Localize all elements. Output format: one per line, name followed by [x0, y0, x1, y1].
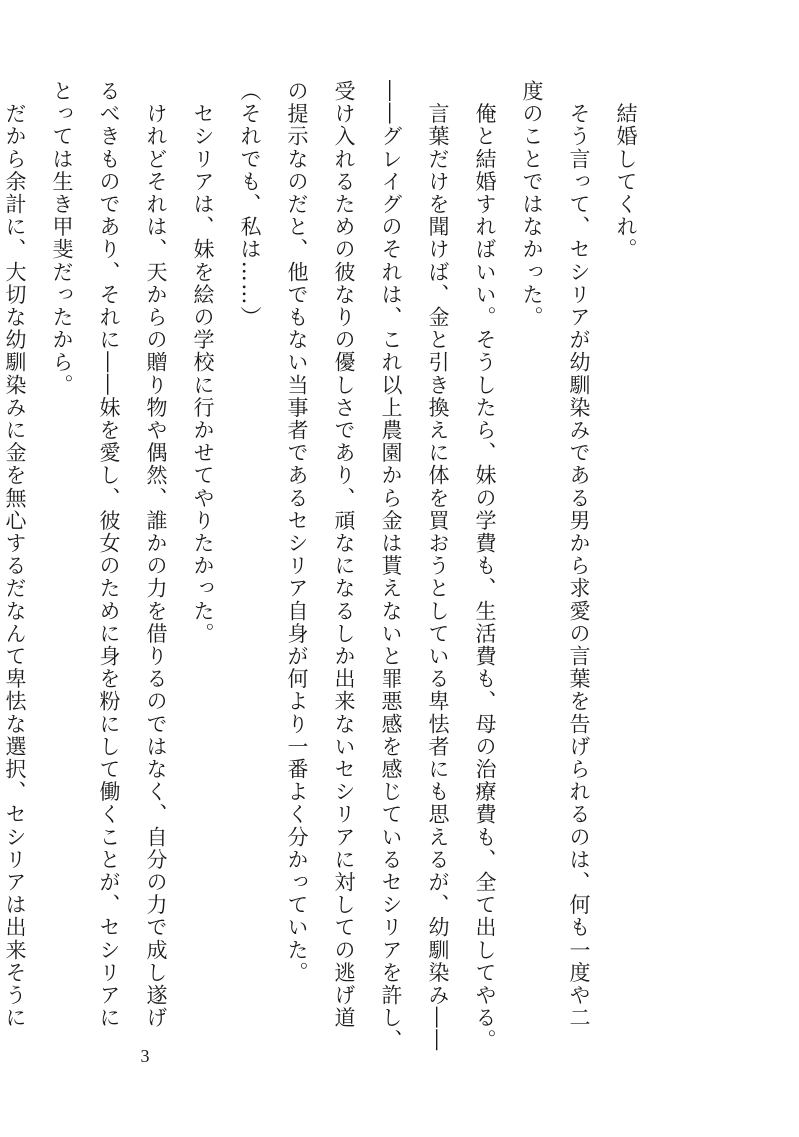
text-line: の提示なのだと、他でもない当事者であるセシリア自身が何より一番よく分かっていた。	[285, 80, 309, 984]
vertical-text-block	[3, 80, 649, 1052]
text-line: 受け入れるための彼なりの優しさであり、頑なになるしか出来ないセシリアに対しての逃げ道	[332, 80, 356, 1030]
text-line: そう言って、セシリアが幼馴染みである男から求愛の言葉を告げられるのは、何も一度や二	[567, 80, 591, 1030]
text-line: ――グレイグのそれは、これ以上農園から金は貰えないと罪悪感を感じているセシリアを許し、	[379, 80, 403, 1052]
text-line: 言葉だけを聞けば、金と引き換えに体を買おうとしている卑怯者にも思えるが、幼馴染み――	[426, 80, 450, 1052]
text-line: （それでも、私は……）	[238, 80, 262, 329]
text-line: 俺と結婚すればいい。そうしたら、妹の学費も、生活費も、母の治療費も、全て出してやる。	[473, 80, 497, 1052]
text-line: 結婚してくれ。	[614, 80, 638, 261]
text-line: 度のことではなかった。	[520, 80, 544, 329]
text-line: セシリアは、妹を絵の学校に行かせてやりたかった。	[191, 80, 215, 645]
text-line: けれどそれは、天からの贈り物や偶然、誰かの力を借りるのではなく、自分の力で成し遂げ	[144, 80, 168, 1030]
text-line: だから余計に、大切な幼馴染みに金を無心するだなんて卑怯な選択、セシリアは出来そうに	[3, 80, 27, 1030]
page-number: 3	[140, 1046, 150, 1066]
text-line: とっては生き甲斐だったから。	[50, 80, 74, 397]
text-line: るべきものであり、それに――妹を愛し、彼女のために身を粉にして働くことが、セシリアに	[97, 80, 121, 1030]
